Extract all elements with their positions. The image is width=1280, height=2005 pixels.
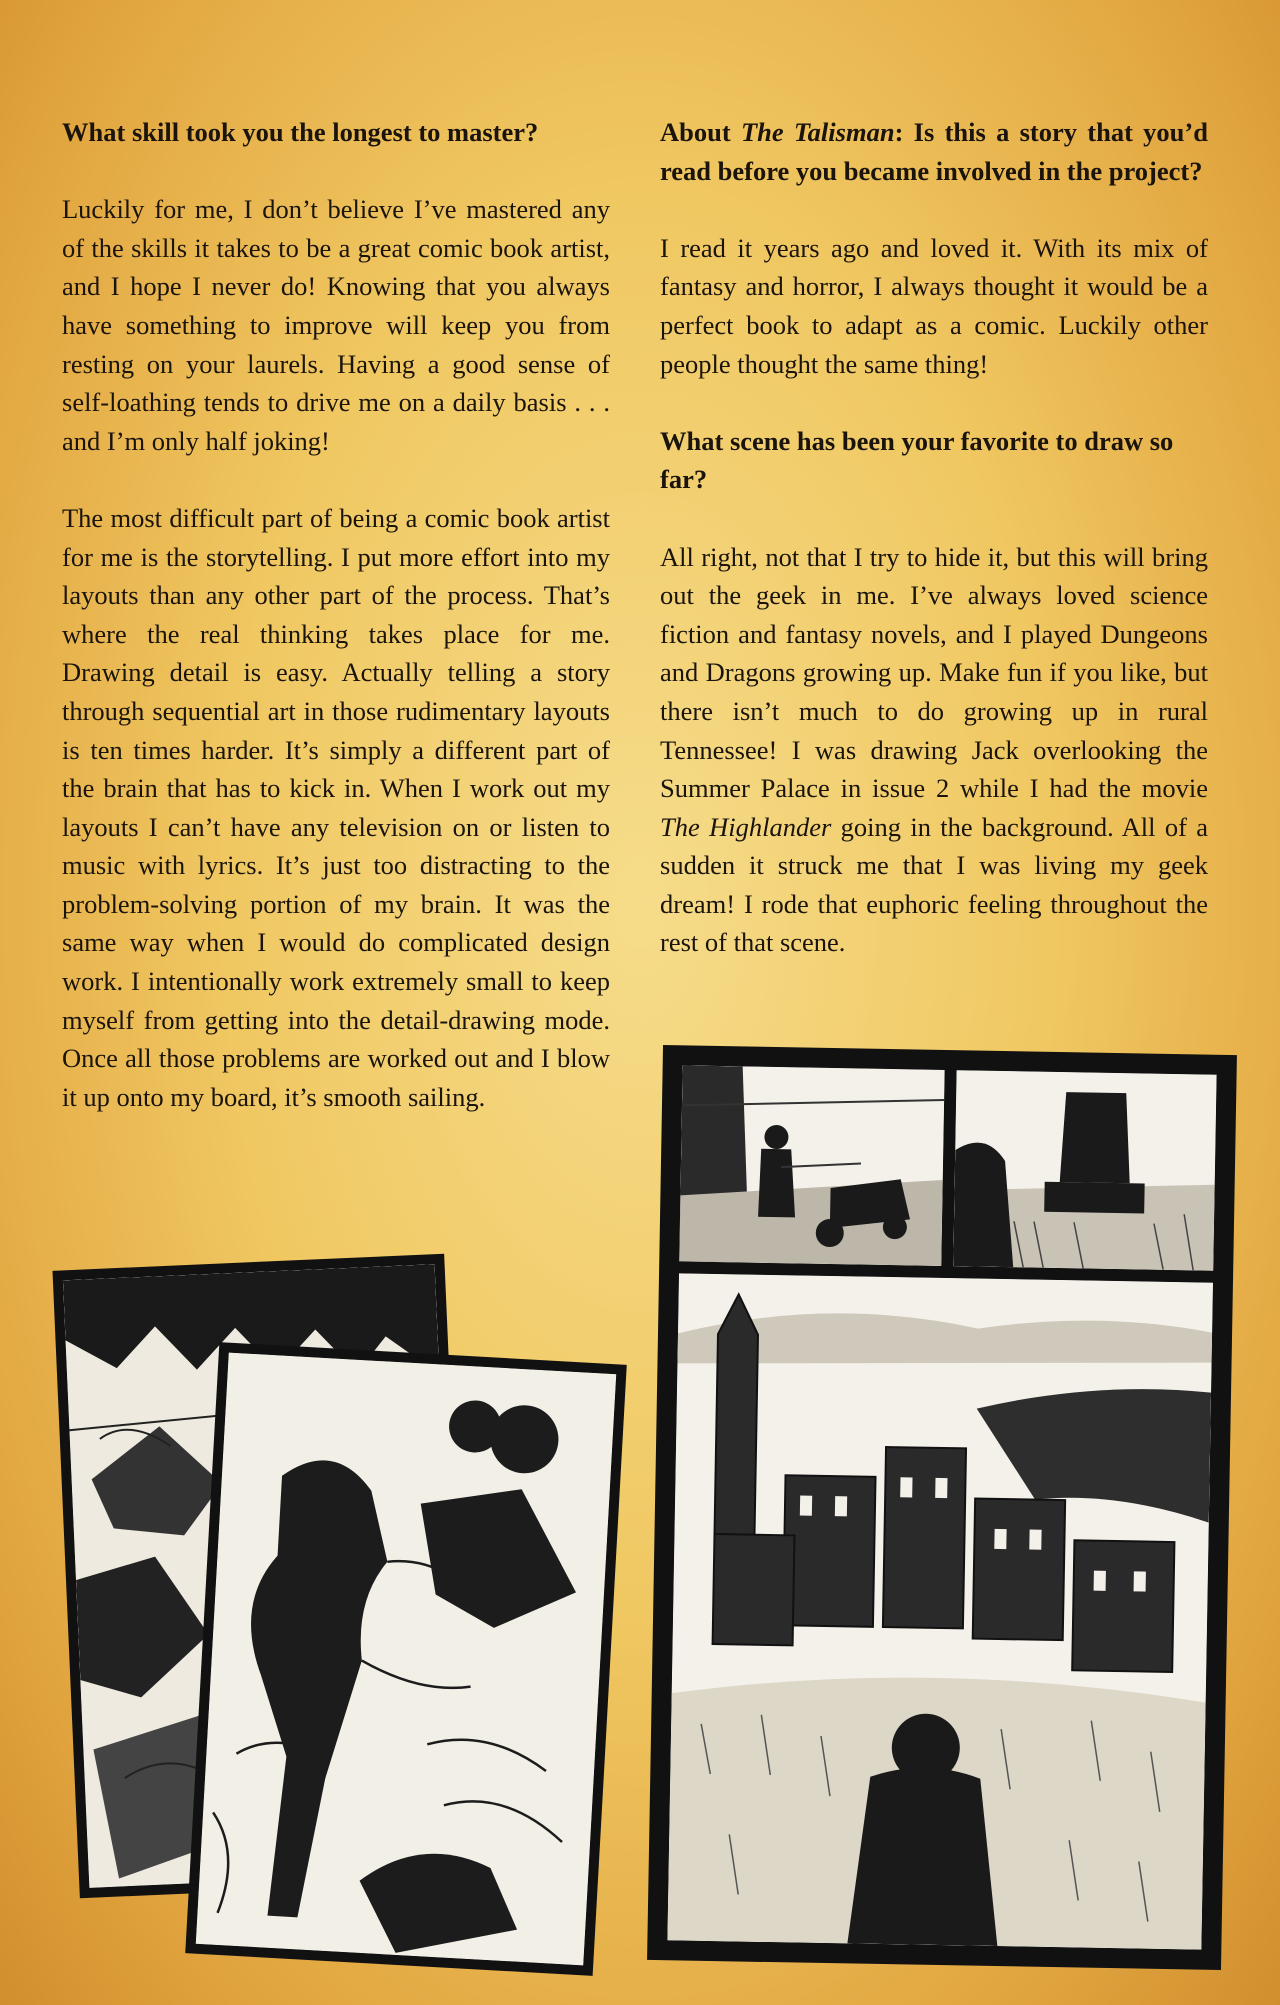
comic-panel-cart: [679, 1065, 944, 1266]
question-talisman: [660, 113, 1208, 190]
answer-favorite-scene: [660, 538, 1208, 963]
movie-title-highlander: The Highlander: [660, 811, 832, 842]
comic-panel-tower: [953, 1070, 1216, 1271]
answer-storytelling: The most difficult part of being a comic book artist for me is the storytelling. I put more effort into my layouts than any other part of the process. That’s where the real thinking takes place for me. Drawing detail is easy. Actually telling a story through sequential art in those rudimentary layouts is ten times harder. It’s simply a different part of the brain that has to kick in. When I work out my layouts I can’t have any television on or listen to music with lyrics. It’s just too distracting to the problem-solving portion of my brain. It was the same way when I would do complicated design work. I intentionally work extremely small to keep myself from getting into the detail-drawing mode. Once all those problems are worked out and I blow it up onto my board, it’s smooth sailing.: [62, 502, 610, 1112]
question-longest-skill: What skill took you the longest to master?: [62, 117, 539, 147]
question-talisman-prefix: About: [660, 117, 741, 147]
answer-favorite-scene-part1: All right, not that I try to hide it, but this will bring out the geek in me. I’ve always loved science fiction and fantasy novels, and I played Dungeons and Dragons growing up. Make fun if you like, but there isn’t much to do growing up in rural Tennessee! I was drawing Jack overlooking the Summer Palace in issue 2 while I had the movie: [660, 541, 1208, 804]
answer-favorite-scene-part2: going in the background. All of a sudden it struck me that I was living my geek dream! I rode that euphoric feeling throughout the rest of that scene.: [660, 811, 1208, 958]
right-column: [660, 113, 1208, 1001]
answer-talisman: I read it years ago and loved it. With its mix of fantasy and horror, I always thought it would be a perfect book to adapt as a comic. Luckily other people thought the same thing!: [660, 232, 1208, 379]
question-talisman-rest: : Is this a story that you’d read before you became involved in the project?: [660, 117, 1208, 186]
artwork-front-page-panel: [196, 1353, 616, 1966]
artwork-comic-page: [647, 1045, 1237, 1970]
artwork-front-page: [185, 1342, 627, 1976]
book-title-talisman: The Talisman: [740, 117, 895, 147]
comic-panel-summer-palace: [667, 1273, 1213, 1949]
left-column: [62, 113, 610, 1155]
answer-longest-skill: Luckily for me, I don’t believe I’ve mastered any of the skills it takes to be a great comic book artist, and I hope I never do! Knowing that you always have something to improve will keep you from resting on your laurels. Having a good sense of self-loathing tends to drive me on a daily basis . . . and I’m only half joking!: [62, 194, 610, 456]
question-favorite-scene: What scene has been your favorite to draw so far?: [660, 425, 1174, 495]
